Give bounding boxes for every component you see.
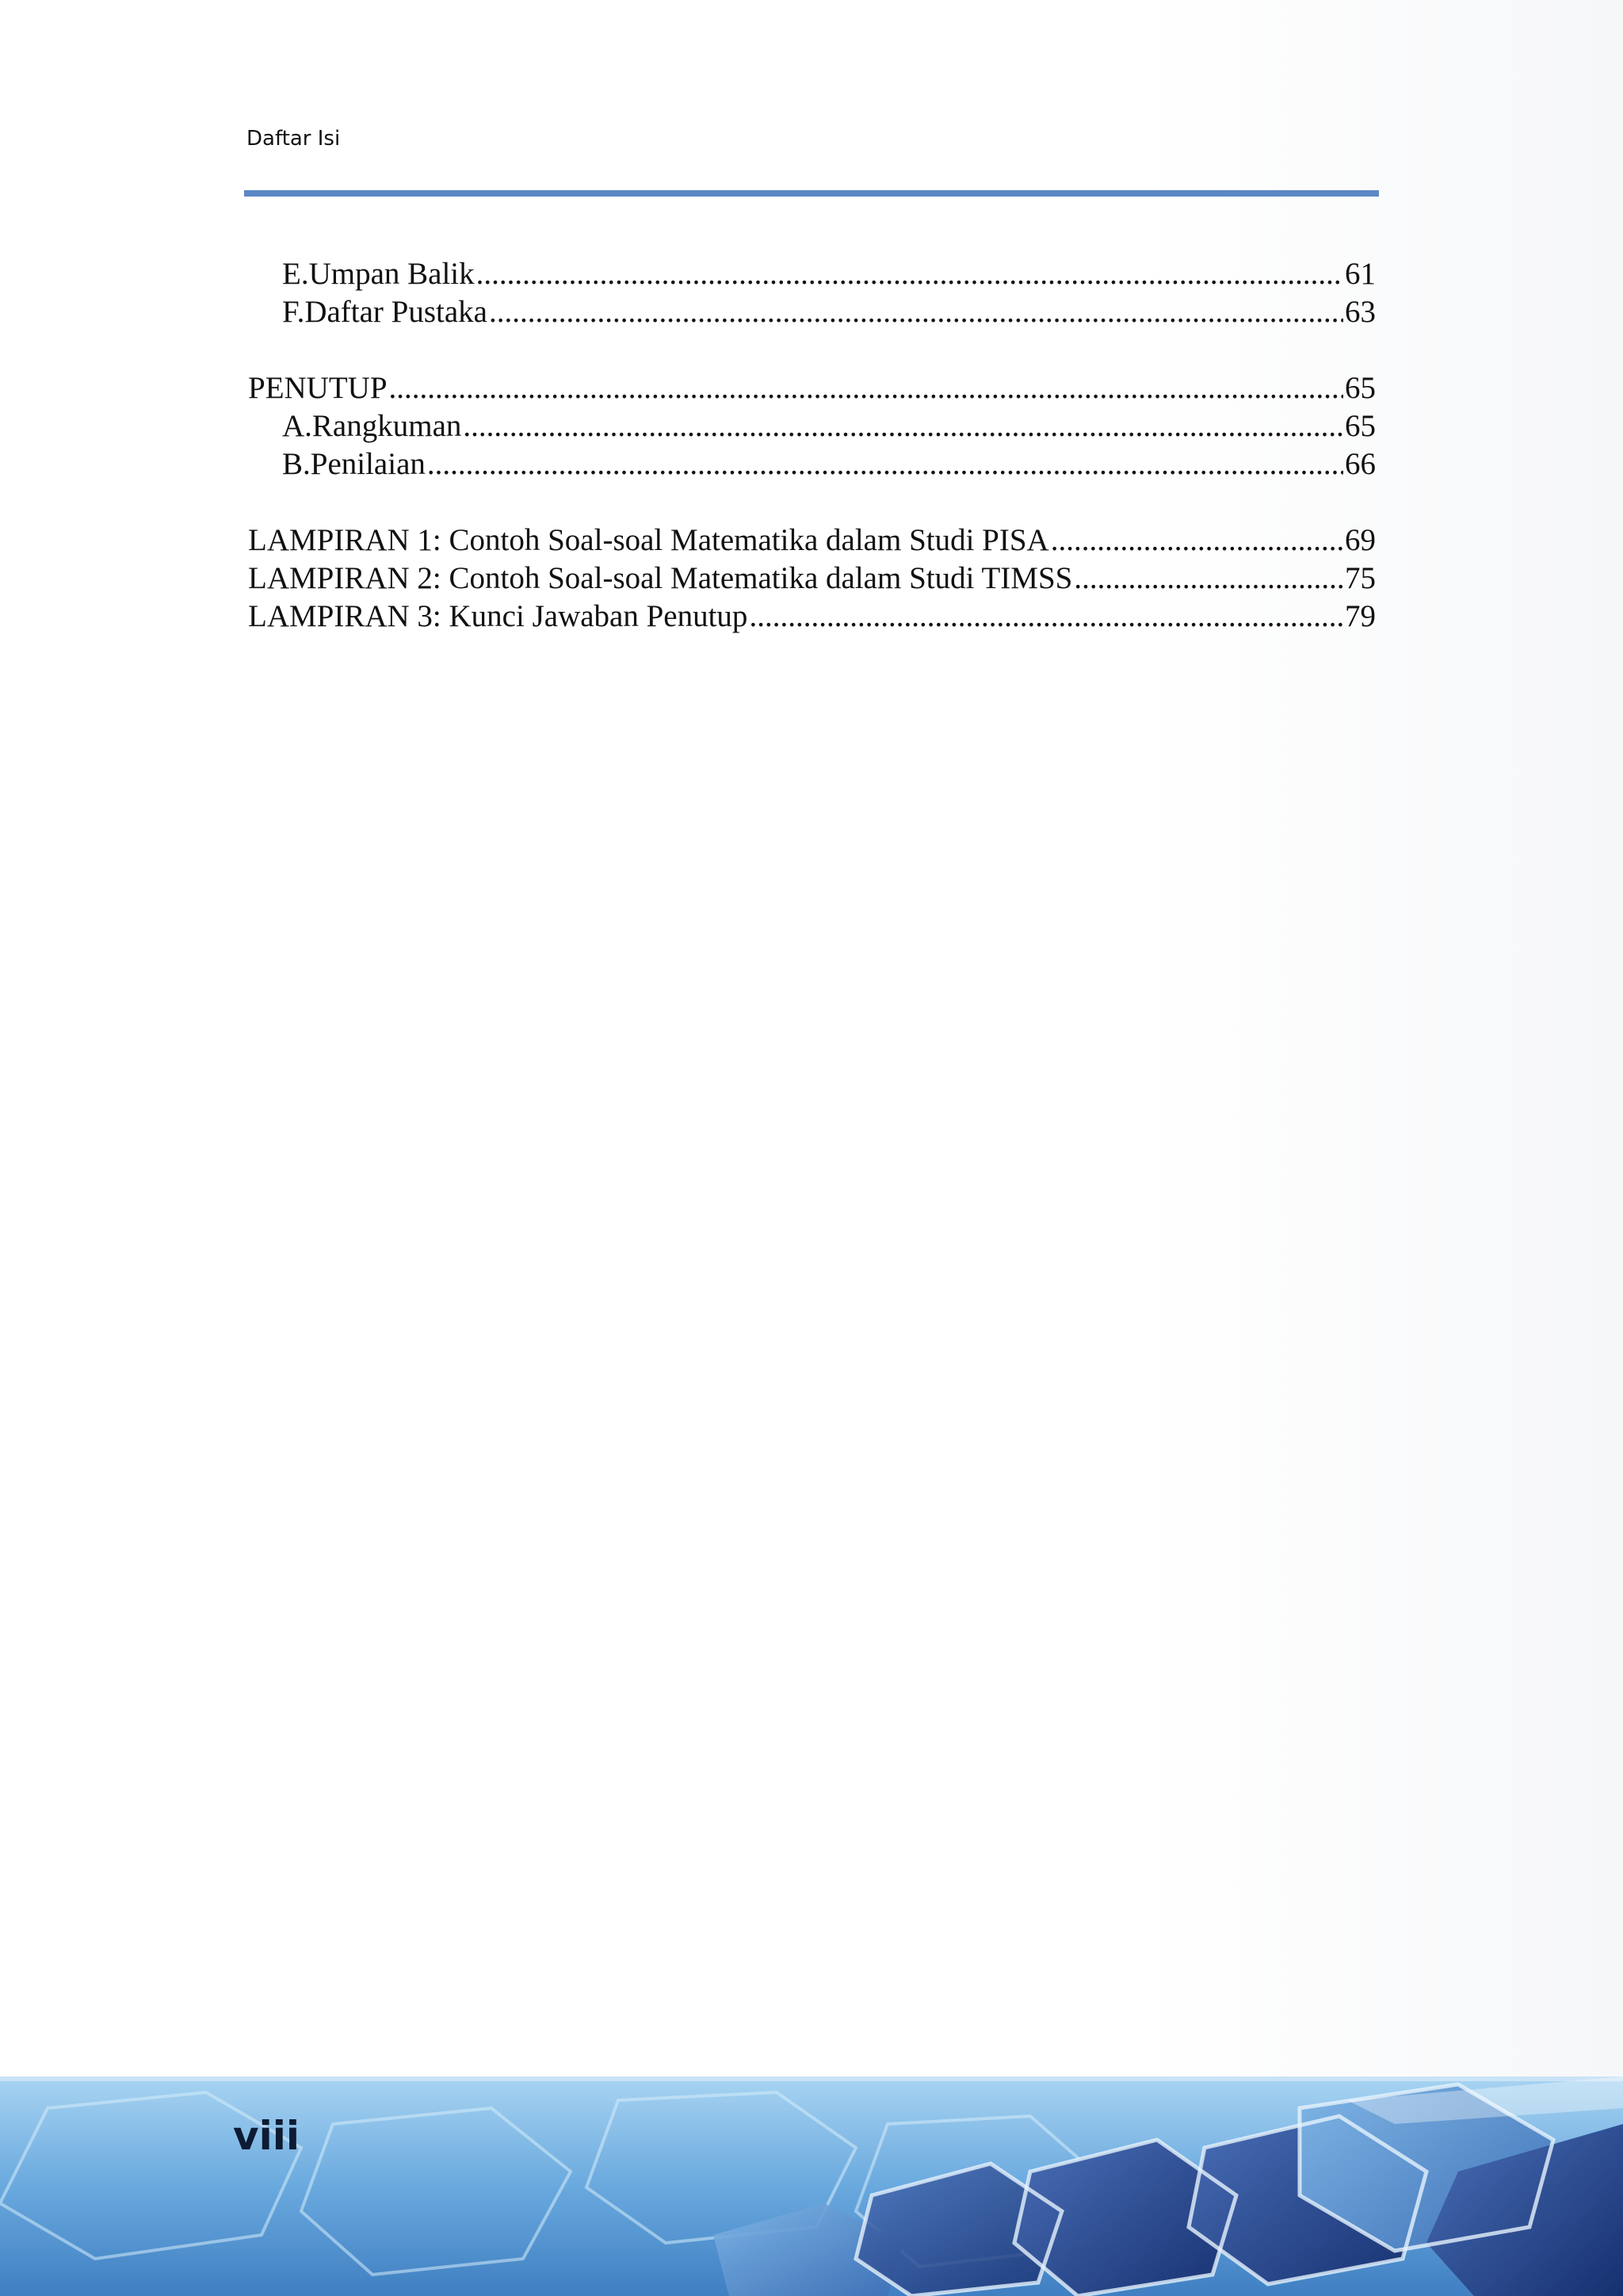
toc-entry-page: 69 [1345,523,1376,557]
toc-entry-title: LAMPIRAN 3: Kunci Jawaban Penutup [248,599,748,633]
toc-entry-title: LAMPIRAN 2: Contoh Soal-soal Matematika dalam Studi TIMSS [248,561,1073,595]
toc-entry-title: LAMPIRAN 1: Contoh Soal-soal Matematika dalam Studi PISA [248,523,1049,557]
toc-entry-letter: A. [282,409,312,443]
header-rule [244,190,1379,197]
toc-entry-title: Umpan Balik [308,257,475,291]
running-header: Daftar Isi [246,127,341,151]
toc-entry-lampiran-1[interactable] [248,521,1376,560]
toc-group [248,521,1376,636]
toc-entry-page: 65 [1345,371,1376,405]
toc-group [248,255,1376,331]
toc-entry-letter: B. [282,447,311,481]
toc-entry-lampiran-3[interactable] [248,598,1376,636]
toc-entry-letter: E. [282,257,309,291]
toc-entry-page: 61 [1345,257,1376,291]
toc-entry-rangkuman[interactable] [248,407,1376,445]
dot-leader [1074,560,1343,598]
dot-leader [749,598,1343,636]
toc-entry-penutup[interactable] [248,369,1376,407]
toc-entry-page: 65 [1345,409,1376,443]
dot-leader [476,255,1343,293]
toc-entry-umpan-balik[interactable] [248,255,1376,293]
toc-entry-page: 75 [1345,561,1376,595]
toc-group [248,369,1376,483]
dot-leader [427,445,1343,483]
toc-entry-title: Daftar Pustaka [304,295,487,329]
footer-decoration [0,2076,1623,2296]
toc-entry-title: PENUTUP [248,371,388,405]
hexagon-pattern [0,2076,1623,2296]
dot-leader [1051,521,1343,560]
toc-entry-page: 79 [1345,599,1376,633]
toc-entry-lampiran-2[interactable] [248,560,1376,598]
toc-entry-title: Rangkuman [311,409,462,443]
page-number: viii [233,2113,300,2159]
toc-entry-daftar-pustaka[interactable] [248,293,1376,331]
dot-leader [389,369,1343,407]
dot-leader [489,293,1343,331]
toc-entry-page: 66 [1345,447,1376,481]
dot-leader [463,407,1343,445]
toc-entry-letter: F. [282,295,305,329]
toc-entry-title: Penilaian [310,447,426,481]
table-of-contents [248,255,1376,674]
toc-entry-page: 63 [1345,295,1376,329]
toc-entry-penilaian[interactable] [248,445,1376,483]
